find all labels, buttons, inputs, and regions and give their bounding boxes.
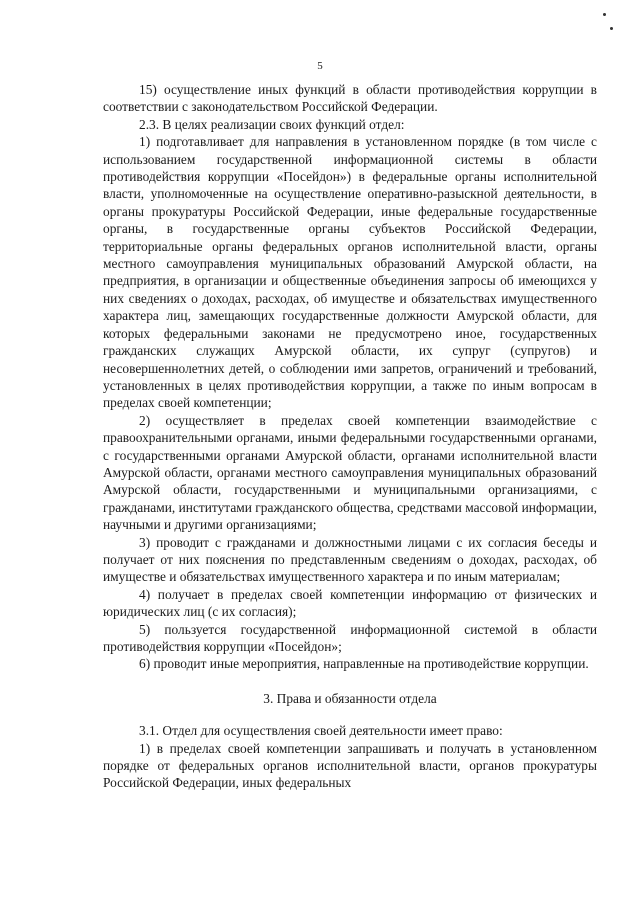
paragraph: 3.1. Отдел для осуществления своей деятельности имеет право: [139, 723, 503, 739]
paragraph: 4) получает в пределах своей компетенции информацию от физических и юридических лиц (с их согласия); [103, 586, 597, 620]
paragraph: 1) в пределах своей компетенции запрашивать и получать в установленном порядке от федеральных органов исполнительной власти, органов прокуратуры Российской Федерации, иных федеральных [103, 740, 597, 791]
paragraph: 1) подготавливает для направления в установленном порядке (в том числе с использованием государственной информационной системы в области противодействия коррупции «Посейдон») в федеральные органы исполнительной власти, уполномоченные на осуществление оперативно-разыскной деятельности, в органы прокуратуры Российской Федерации, иные федеральные государственные органы, в государственные органы субъектов Российской Федерации, территориальные органы федеральных органов исполнительной власти, органы местного самоуправления муниципальных образований Амурской области, на предприятия, в организации и общественные объединения запросы об имеющихся у них сведениях о доходах, расходах, об имуществе и обязательствах имущественного характера лиц, замещающих государственные должности Амурской области, для которых федеральными законами не предусмотрено иное, государственных гражданских служащих Амурской области, их супруг (супругов) и несовершеннолетних детей, о соблюдении ими запретов, ограничений и требований, установленных в целях противодействия коррупции, а также по иным вопросам в пределах своей компетенции; [103, 134, 597, 411]
page-number: 5 [317, 60, 323, 72]
section-title: 3. Права и обязанности отдела [263, 690, 437, 706]
document-body [103, 81, 597, 792]
scan-speck [603, 13, 606, 16]
scan-speck [610, 27, 613, 30]
paragraph: 5) пользуется государственной информационной системой в области противодействия коррупции «Посейдон»; [103, 621, 597, 654]
paragraph: 6) проводит иные мероприятия, направленные на противодействие коррупции. [139, 656, 589, 672]
paragraph: 15) осуществление иных функций в области противодействия коррупции в соответствии с законодательством Российской Федерации. [103, 82, 597, 115]
paragraph: 2.3. В целях реализации своих функций отдел: [139, 116, 405, 132]
paragraph: 3) проводит с гражданами и должностными лицами с их согласия беседы и получает от них пояснения по представленным сведениям о доходах, расходах, об имуществе и обязательствах имущественного характера и по иным материалам; [103, 534, 597, 585]
paragraph: 2) осуществляет в пределах своей компетенции взаимодействие с правоохранительными органами, иными федеральными государственными органами, с государственными органами Амурской области, органами исполнительной власти Амурской области, органами местного самоуправления муниципальных образований Амурской области, государственными и муниципальными организациями, с гражданами, институтами гражданского общества, средствами массовой информации, научными и другими организациями; [103, 412, 597, 533]
